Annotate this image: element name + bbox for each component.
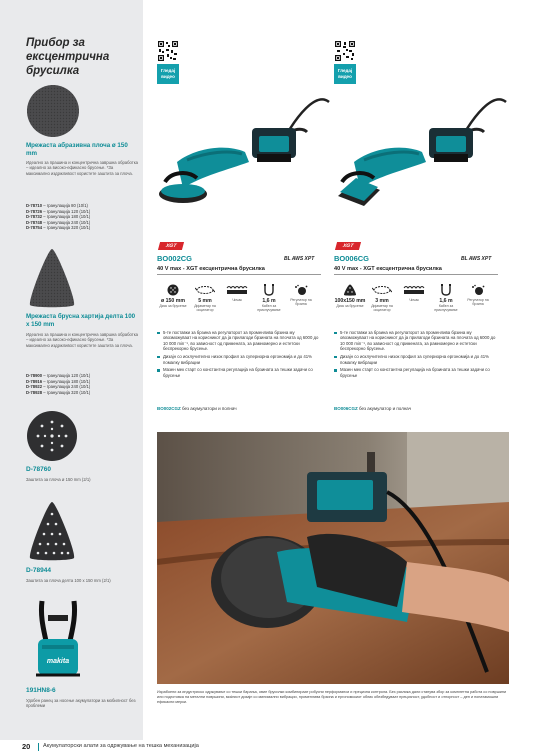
spec-orbit: 5 mm Дијаметар на осцилатор [189, 284, 221, 312]
product-model: BO006CG [334, 254, 370, 263]
feature-logos: BL AWS XPT [461, 256, 492, 262]
footer-title: Акумулаторски алати за одржување на тешка механизација [43, 743, 199, 749]
feature-logos: BL AWS XPT [284, 256, 315, 262]
orbit-icon [372, 284, 392, 296]
feature-list [157, 330, 323, 381]
spec-speed: Регулатор на брзина [285, 284, 317, 306]
backpack-image [30, 597, 86, 681]
xgt-logo: XGT [335, 242, 361, 250]
delta-mesh-name: Мрежаста брусна хартија делта 100 x 150 mm [26, 313, 136, 328]
accessories-sidebar [0, 0, 143, 740]
list-item: Мазен мек старт со константна регулација на брзината за тешки задачи со брусење [334, 367, 500, 378]
mesh-disc-description: Идеално за прашина и концентрична завршна обработка – идеално за високо-ефикасно брусење. *За максимално издржливост користете заштита за плоча. [26, 160, 138, 176]
list-item: D-78732 – гранулација 180 (10/1) [26, 214, 91, 220]
velcro-icon [403, 284, 425, 296]
spec-speed: Регулатор на брзина [462, 284, 494, 306]
spec-orbit: 3 mm Дијаметар на осцилатор [366, 284, 398, 312]
usage-photo [157, 432, 509, 684]
list-item: Мазен мек старт со константна регулација на брзината за тешки задачи со брусење [157, 367, 323, 378]
speed-icon [471, 284, 485, 296]
pad-protector-round-image [26, 410, 78, 462]
footer-divider [38, 743, 39, 751]
list-item: 5-те поставки за брзина на регулаторот за променлива брзина му овозможуваат на корисникот да ја прилагоди брзината на плочата од 6000 до 10 000 min⁻¹, во зависност од примената, за рамномерно и естетски беспрекорно брусење. [334, 330, 500, 352]
speed-icon [294, 284, 308, 296]
list-item: D-78900 – гранулација 120 (10/1) [26, 373, 91, 378]
list-item: 5-те поставки за брзина на регулаторот за променлива брзина му овозможуваат на корисникот да ја прилагоди брзината на плочата од 6000 до 10 000 min⁻¹, во зависност од примената, за рамномерно и естетски беспрекорно брусење. [157, 330, 323, 352]
order-reference: BO006CGZ без акумулатор и полнач [334, 406, 412, 411]
spec-disc: ø 150 mm Диск за брусење [157, 284, 189, 308]
list-item: D-78754 – гранулација 320 (10/1) [26, 225, 91, 231]
product-model: BO002CG [157, 254, 193, 263]
delta-mesh-image [26, 247, 78, 309]
watch-video-button[interactable]: Гледај видео [334, 64, 356, 84]
list-item: Дизајн со исклучително низок профил за супериорна ергономија и до 41% помалку вибрации [334, 354, 500, 365]
sidebar-title: Прибор за ексцентрична брусилка [26, 37, 110, 77]
pad-protector-delta-caption: Заштита за плоча делта 100 x 150 mm (2/1) [26, 578, 111, 583]
backpack-caption: Удобен ранец за носење акумулатори за мобилност без проблеми [26, 698, 136, 709]
svg-text:makita: makita [46, 658, 70, 665]
spec-velcro: Чичак [398, 284, 430, 302]
list-item: D-78726 – гранулација 120 (10/1) [26, 208, 91, 214]
product-title: 40 V max - XGT ексцентрична брусилка [157, 266, 321, 275]
mesh-disc-grit-list [26, 203, 138, 231]
backpack-code: 191HN8-6 [26, 687, 56, 694]
pad-protector-round-caption: Заштита за плоча ø 150 mm (2/1) [26, 477, 91, 482]
spec-row [334, 284, 498, 320]
sander-bo006cg-image [334, 92, 509, 232]
spec-cable: 1,6 m Кабел за приклучување [253, 284, 285, 312]
product-title: 40 V max - XGT ексцентрична брусилка [334, 266, 498, 275]
order-reference: BO002CGZ без акумулатори и полнач [157, 406, 237, 411]
spec-cable: 1,6 m Кабел за приклучување [430, 284, 462, 312]
delta-mesh-description: Идеално за прашина и концентрична завршна обработка – идеално за високо-ефикасно брусење. *За максимално издржливост користете заштита за плоча. [26, 332, 138, 348]
sander-bo002cg-image [157, 92, 332, 232]
qr-code-icon[interactable] [334, 40, 356, 62]
list-item: Дизајн со исклучително низок профил за супериорна ергономија и до 41% помалку вибрации [157, 354, 323, 365]
velcro-icon [226, 284, 248, 296]
page-footer [0, 740, 534, 755]
page-number: 20 [22, 742, 31, 751]
list-item: D-78928 – гранулација 320 (10/1) [26, 389, 91, 395]
cable-icon [440, 284, 452, 296]
qr-code-icon[interactable] [157, 40, 179, 62]
mesh-disc-image [26, 84, 80, 138]
pad-protector-delta-code: D-78944 [26, 567, 51, 574]
disc-icon [166, 284, 180, 296]
pad-protector-delta-image [26, 500, 78, 562]
list-item: D-78748 – гранулација 240 (10/1) [26, 219, 91, 225]
mesh-disc-name: Мрежаста абразивна плоча ø 150 mm [26, 142, 128, 157]
watch-video-button[interactable]: Гледај видео [157, 64, 179, 84]
pad-protector-round-code: D-78760 [26, 466, 51, 473]
delta-mesh-grit-list [26, 373, 138, 395]
spec-disc: 100x150 mm Диск за брусење [334, 284, 366, 308]
list-item: D-78922 – гранулација 240 (10/1) [26, 384, 91, 390]
photo-caption: Израбоени за индустриско одржување со тешки барања, овие брусилки комбинираат робусни перформанси и прецизна контрола. Без разлика дали станува збор за комплетна работа со површини или подготовка на метални површини, моќниот дизајн со минимални вибрации, променлива брзина и ергономскиот облик обезбедуваат прецизност, удобност и отпорност – ден и понатамошни ефикасни мерки. [157, 690, 507, 704]
list-item: D-78916 – гранулација 180 (10/1) [26, 378, 91, 384]
list-item: D-78710 – гранулација 80 (10/1) [26, 203, 88, 208]
xgt-logo: XGT [158, 242, 184, 250]
orbit-icon [195, 284, 215, 296]
spec-velcro: Чичак [221, 284, 253, 302]
spec-row [157, 284, 321, 320]
cable-icon [263, 284, 275, 296]
disc-icon [343, 284, 357, 296]
feature-list [334, 330, 500, 381]
